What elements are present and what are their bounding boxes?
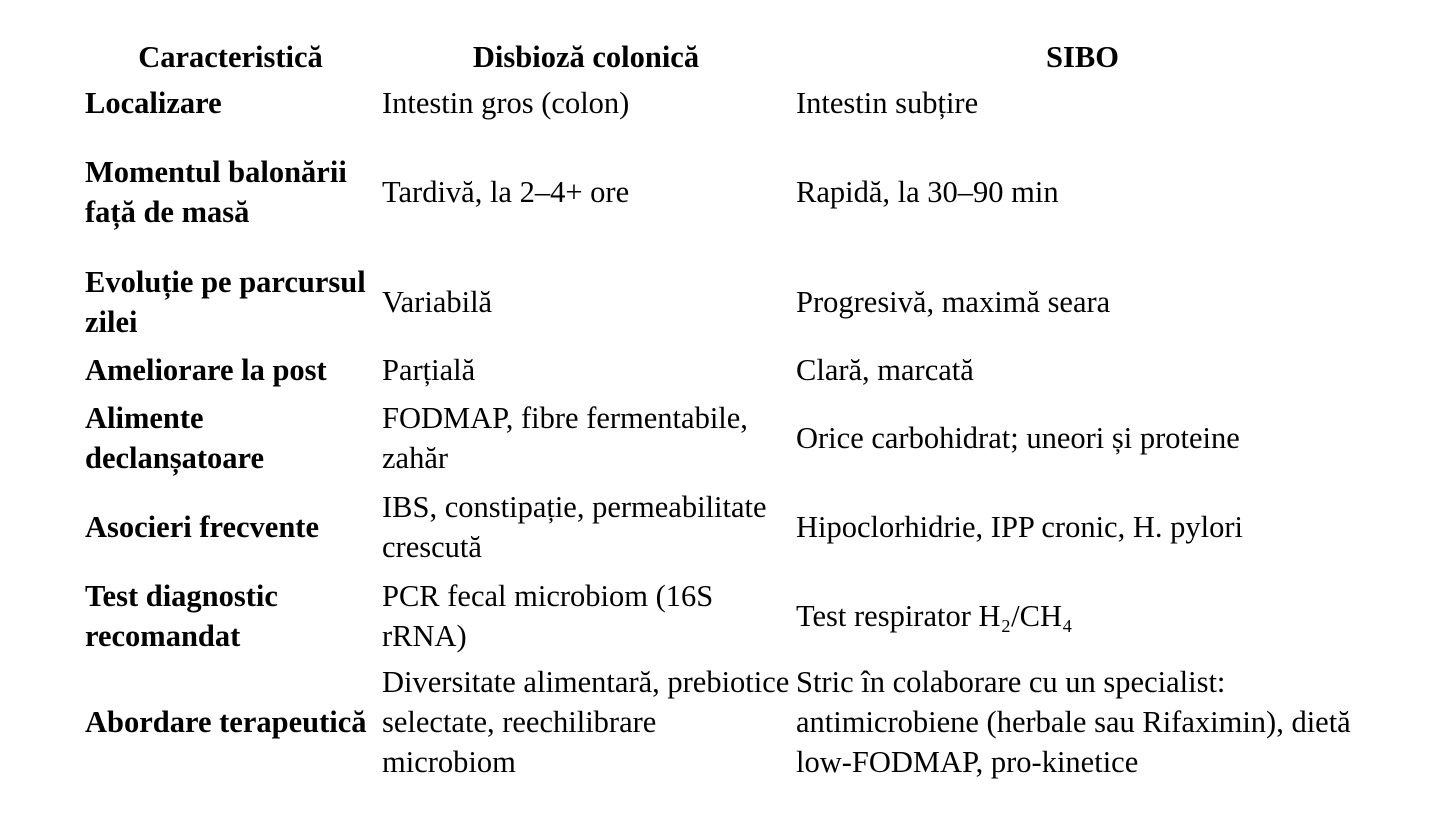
row-sibo: Rapidă, la 30–90 min — [796, 175, 1059, 209]
table-row — [79, 482, 1369, 572]
row-colonic: Tardivă, la 2–4+ ore — [382, 175, 630, 209]
row-colonic: Parțială — [382, 353, 476, 387]
row-colonic: PCR fecal microbiom (16S rRNA) — [382, 579, 714, 653]
table-row — [79, 80, 1369, 126]
table-row — [79, 126, 1369, 258]
row-sibo: Clară, marcată — [796, 353, 974, 387]
comparison-table-container — [79, 34, 1369, 784]
row-feature: Test diagnostic recomandat — [85, 579, 278, 653]
row-sibo: Progresivă, maximă seara — [796, 285, 1111, 319]
row-feature: Localizare — [85, 86, 222, 120]
row-sibo: Orice carbohidrat; uneori și proteine — [796, 421, 1240, 455]
table-header-row — [79, 34, 1369, 80]
row-feature: Abordare terapeutică — [85, 705, 367, 739]
row-colonic: Diversitate alimentară, prebiotice selectate, reechilibrare microbiom — [382, 665, 790, 779]
row-feature: Momentul balonării față de masă — [85, 155, 347, 229]
row-feature: Alimente declanșatoare — [85, 401, 265, 475]
table-row — [79, 660, 1369, 784]
row-feature: Evoluție pe parcursul zilei — [85, 265, 366, 339]
comparison-table — [79, 34, 1369, 784]
table-row — [79, 346, 1369, 394]
row-sibo: Intestin subțire — [796, 86, 979, 120]
table-row — [79, 258, 1369, 346]
row-sibo: Hipoclorhidrie, IPP cronic, H. pylori — [796, 510, 1243, 544]
row-colonic: Intestin gros (colon) — [382, 86, 630, 120]
row-sibo: Stric în colaborare cu un specialist: antimicrobiene (herbale sau Rifaximin), dietă low-FODMAP, pro-kinetice — [796, 665, 1351, 779]
header-colonic-dysbiosis: Disbioză colonică — [472, 40, 700, 74]
row-colonic: IBS, constipație, permeabilitate crescută — [382, 490, 767, 564]
row-feature: Asocieri frecvente — [85, 510, 319, 544]
table-row — [79, 394, 1369, 482]
row-colonic: FODMAP, fibre fermentabile, zahăr — [382, 401, 748, 475]
row-sibo: Test respirator H₂/CH₄ — [796, 599, 1073, 633]
row-colonic: Variabilă — [382, 285, 493, 319]
header-feature: Caracteristică — [138, 40, 323, 74]
table-row — [79, 572, 1369, 660]
header-sibo: SIBO — [1046, 40, 1119, 74]
row-feature: Ameliorare la post — [85, 353, 327, 387]
